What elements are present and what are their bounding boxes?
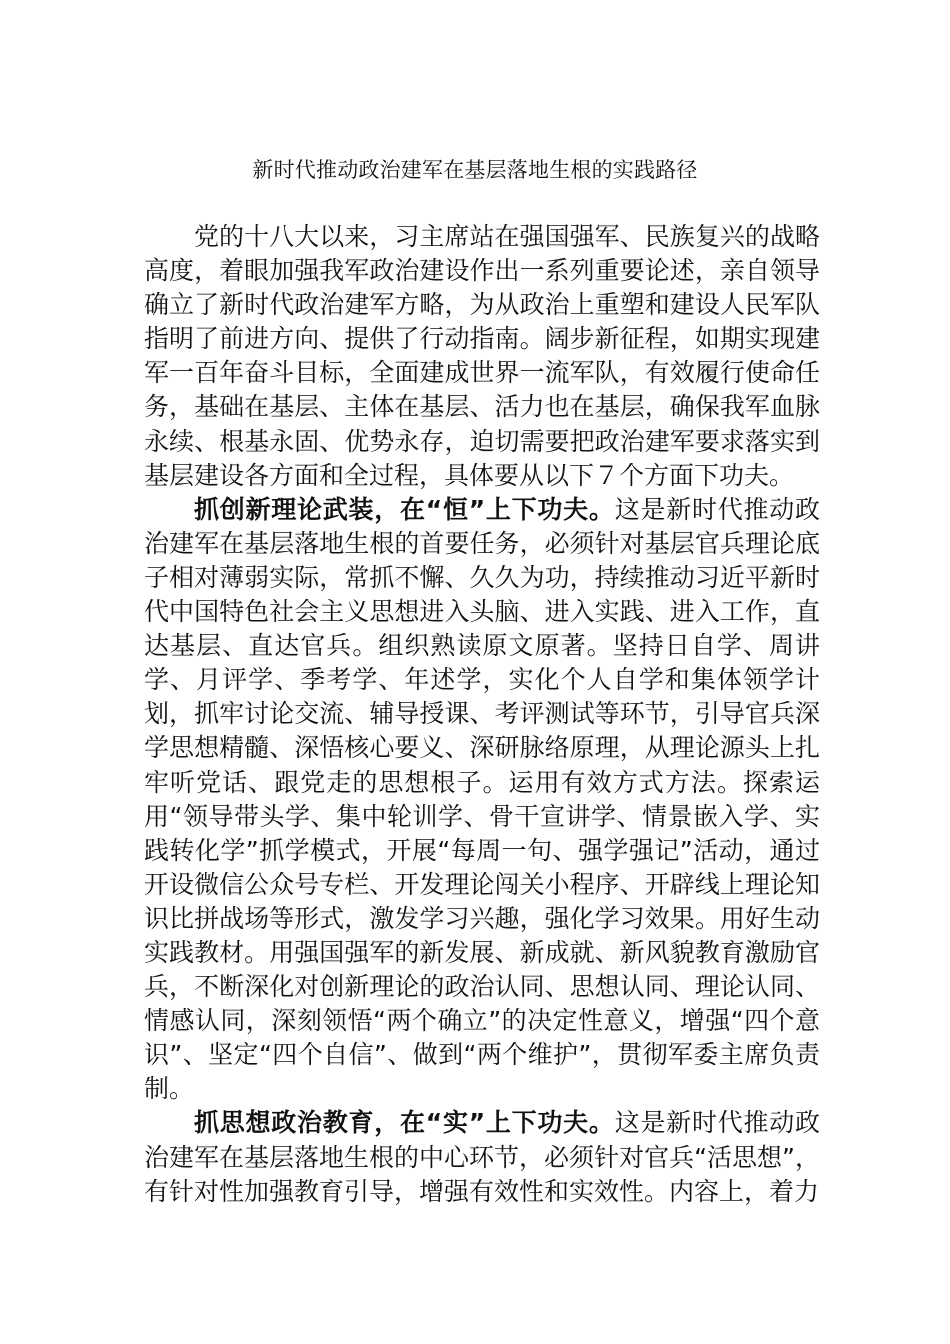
paragraph-lead: 抓创新理论武装，在“恒”上下功夫。 bbox=[194, 494, 615, 524]
paragraph-text: 这是新时代推动政治建军在基层落地生根的中心环节，必须针对官兵“活思想”，有针对性加强教育引导，增强有效性和实效性。内容上，着力 bbox=[144, 1108, 820, 1206]
paragraph-lead: 抓思想政治教育，在“实”上下功夫。 bbox=[194, 1108, 615, 1138]
paragraph-intro bbox=[144, 220, 820, 493]
paragraph-text: 党的十八大以来，习主席站在强国强军、民族复兴的战略高度，着眼加强我军政治建设作出一系列重要论述，亲自领导确立了新时代政治建军方略，为从政治上重塑和建设人民军队指明了前进方向、提供了行动指南。阔步新征程，如期实现建军一百年奋斗目标，全面建成世界一流军队，有效履行使命任务，基础在基层、主体在基层、活力也在基层，确保我军血脉永续、根基永固、优势永存，迫切需要把政治建军要求落实到基层建设各方面和全过程，具体要从以下７个方面下功夫。 bbox=[144, 222, 820, 490]
paragraph-education bbox=[144, 1106, 820, 1208]
paragraph-theory bbox=[144, 493, 820, 1107]
document-body bbox=[144, 220, 820, 1209]
document-title: 新时代推动政治建军在基层落地生根的实践路径 bbox=[252, 158, 698, 182]
paragraph-text: 这是新时代推动政治建军在基层落地生根的首要任务，必须针对基层官兵理论底子相对薄弱实际，常抓不懈、久久为功，持续推动习近平新时代中国特色社会主义思想进入头脑、进入实践、进入工作，直达基层、直达官兵。组织熟读原文原著。坚持日自学、周讲学、月评学、季考学、年述学，实化个人自学和集体领学计划，抓牢讨论交流、辅导授课、考评测试等环节，引导官兵深学思想精髓、深悟核心要义、深研脉络原理，从理论源头上扎牢听党话、跟党走的思想根子。运用有效方式方法。探索运用“领导带头学、集中轮训学、骨干宣讲学、情景嵌入学、实践转化学”抓学模式，开展“每周一句、强学强记”活动，通过开设微信公众号专栏、开发理论闯关小程序、开辟线上理论知识比拼战场等形式，激发学习兴趣，强化学习效果。用好生动实践教材。用强国强军的新发展、新成就、新风貌教育激励官兵，不断深化对创新理论的政治认同、思想认同、理论认同、情感认同，深刻领悟“两个确立”的决定性意义，增强“四个意识”、坚定“四个自信”、做到“两个维护”，贯彻军委主席负责制。 bbox=[144, 494, 820, 1104]
